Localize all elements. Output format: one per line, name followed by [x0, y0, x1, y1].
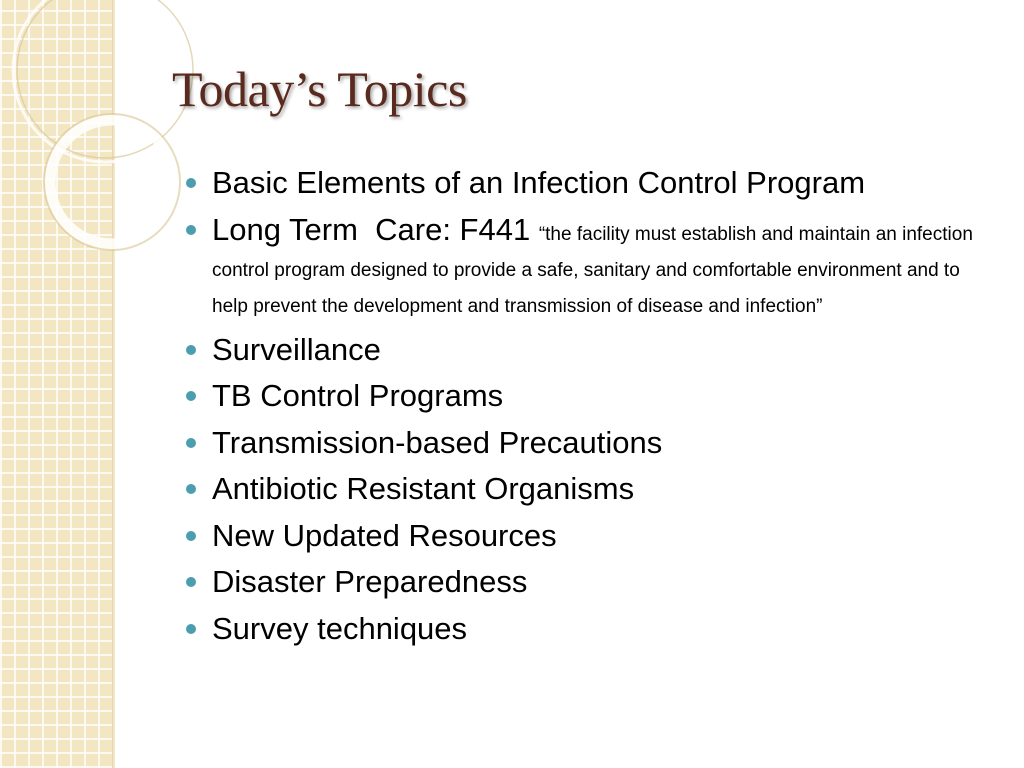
- list-item: [186, 564, 996, 600]
- list-item: [186, 378, 996, 414]
- topic-text: TB Control Programs: [212, 378, 504, 413]
- list-item: [186, 611, 996, 647]
- bullet-icon: [186, 391, 196, 401]
- bullet-icon: [186, 345, 196, 355]
- list-item: [186, 212, 996, 320]
- list-item: [186, 518, 996, 554]
- topic-list: [186, 165, 996, 657]
- list-item: [186, 425, 996, 461]
- topic-text: Survey techniques: [212, 610, 468, 646]
- decorative-rings: [0, 0, 140, 300]
- bullet-icon: [186, 225, 196, 235]
- topic-text: Transmission-based Precautions: [212, 424, 663, 460]
- topic-text: Basic Elements of an Infection Control Program: [212, 165, 866, 200]
- topic-text: Disaster Preparedness: [212, 564, 528, 599]
- topic-note: “the facility must establish and maintain an infection control program designed to provide a safe, sanitary and comfortable environment and to help prevent the development and transmission of disease and infection”: [212, 223, 973, 317]
- slide-title: Today’s Topics: [172, 61, 467, 117]
- bullet-icon: [186, 178, 196, 188]
- bullet-icon: [186, 531, 196, 541]
- topic-text: Long Term Care: F441: [212, 211, 539, 247]
- bullet-icon: [186, 577, 196, 587]
- list-item: [186, 165, 996, 201]
- topic-text: New Updated Resources: [212, 517, 557, 553]
- topic-text: Antibiotic Resistant Organisms: [212, 471, 635, 506]
- topic-text: Surveillance: [212, 331, 381, 367]
- bullet-icon: [186, 624, 196, 634]
- list-item: [186, 471, 996, 507]
- bullet-icon: [186, 484, 196, 494]
- list-item: [186, 332, 996, 368]
- bullet-icon: [186, 438, 196, 448]
